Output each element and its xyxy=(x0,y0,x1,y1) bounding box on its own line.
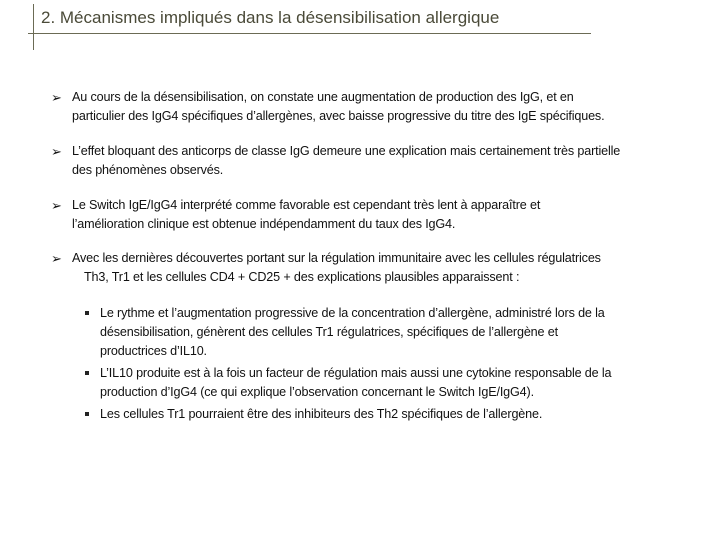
bullet-1 xyxy=(51,88,605,126)
sub-bullet-line: désensibilisation, génèrent des cellules Tr1 régulatrices, spécifiques de l’allergène et xyxy=(100,325,558,339)
sub-bullet-1 xyxy=(100,304,605,361)
sub-bullet-line: productrices d’IL10. xyxy=(100,344,207,358)
arrow-bullet-icon: ➢ xyxy=(51,144,62,159)
bullet-4 xyxy=(51,249,601,287)
bullet-line: Au cours de la désensibilisation, on constate une augmentation de production des IgG, et en xyxy=(72,90,574,104)
sub-bullet-line: L’IL10 produite est à la fois un facteur de régulation mais aussi une cytokine responsable de la xyxy=(100,366,612,380)
bullet-2 xyxy=(51,142,621,180)
arrow-bullet-icon: ➢ xyxy=(51,198,62,213)
square-bullet-icon xyxy=(85,412,89,416)
bullet-line: L’effet bloquant des anticorps de classe IgG demeure une explication mais certainement très partielle xyxy=(72,144,621,158)
sub-bullet-3 xyxy=(100,405,542,424)
sub-bullet-line: Le rythme et l’augmentation progressive de la concentration d’allergène, administré lors de la xyxy=(100,306,605,320)
title-vertical-rule xyxy=(33,4,34,50)
arrow-bullet-icon: ➢ xyxy=(51,90,62,105)
sub-bullet-line: Les cellules Tr1 pourraient être des inhibiteurs des Th2 spécifiques de l’allergène. xyxy=(100,407,543,421)
bullet-line: Th3, Tr1 et les cellules CD4 + CD25 + des explications plausibles apparaissent : xyxy=(84,270,520,284)
bullet-3 xyxy=(51,196,541,234)
bullet-line: Le Switch IgE/IgG4 interprété comme favorable est cependant très lent à apparaître et xyxy=(72,198,541,212)
sub-bullet-2 xyxy=(100,364,611,402)
slide-title: 2. Mécanismes impliqués dans la désensibilisation allergique xyxy=(41,8,500,27)
square-bullet-icon xyxy=(85,311,89,315)
title-horizontal-rule xyxy=(28,33,591,34)
bullet-line: l’amélioration clinique est obtenue indépendamment du taux des IgG4. xyxy=(72,217,456,231)
sub-bullet-line: production d’IgG4 (ce qui explique l’observation concernant le Switch IgE/IgG4). xyxy=(100,385,534,399)
bullet-line: des phénomènes observés. xyxy=(72,163,224,177)
arrow-bullet-icon: ➢ xyxy=(51,251,62,266)
bullet-line: particulier des IgG4 spécifiques d’allergènes, avec baisse progressive du titre des IgE spécifiques. xyxy=(72,109,605,123)
square-bullet-icon xyxy=(85,371,89,375)
bullet-line: Avec les dernières découvertes portant sur la régulation immunitaire avec les cellules régulatrices xyxy=(72,251,601,265)
